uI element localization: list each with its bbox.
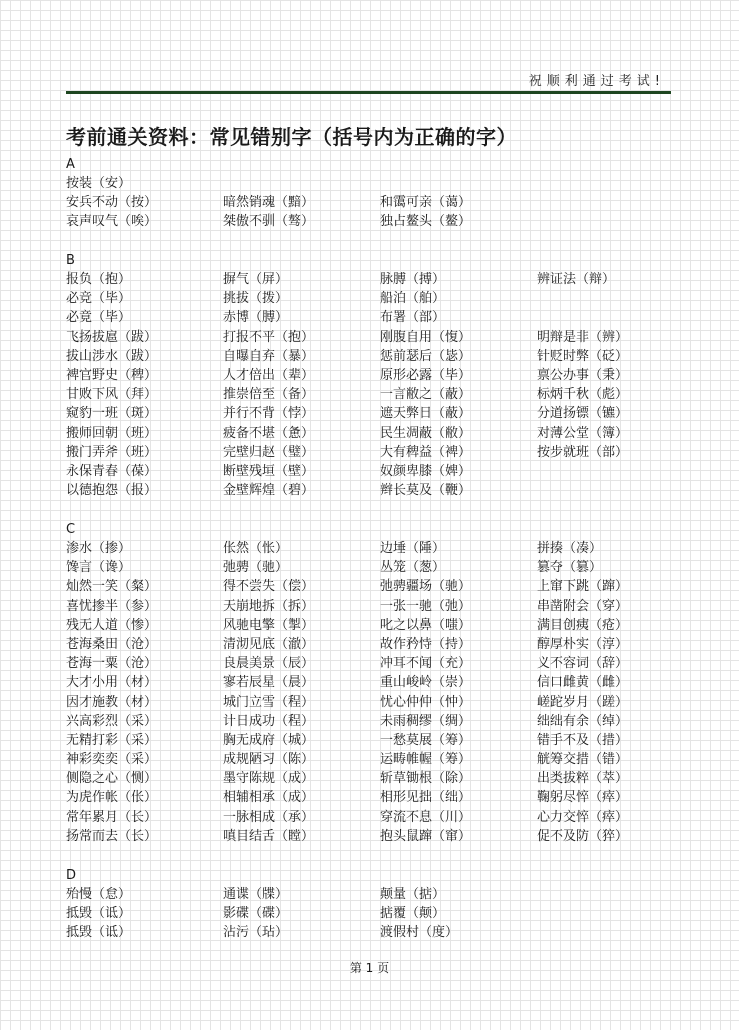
page-number: 第 1 页 bbox=[349, 961, 390, 975]
entry: 抱头鼠蹿（窜） bbox=[380, 828, 472, 844]
entry: 良晨美景（辰） bbox=[223, 656, 315, 672]
entry: 人才倍出（辈） bbox=[223, 367, 315, 383]
entry: 弛骋（驰） bbox=[223, 560, 289, 576]
entry: 鞠躬尽悴（瘁） bbox=[537, 790, 629, 806]
entry: 丛笼（葱） bbox=[380, 560, 446, 576]
entry-row bbox=[66, 885, 676, 904]
entry: 寥若辰星（晨） bbox=[223, 675, 315, 691]
entry: 民生凋蔽（敝） bbox=[380, 425, 472, 441]
entry: 心力交悴（瘁） bbox=[537, 809, 629, 825]
entry: 灿然一笑（粲） bbox=[66, 579, 158, 595]
section-letter: D bbox=[66, 868, 77, 883]
entry: 信口雌黄（雌） bbox=[537, 675, 629, 691]
entry: 挑拔（拨） bbox=[223, 291, 289, 307]
entry: 渡假村（度） bbox=[380, 925, 459, 941]
entry-row bbox=[66, 270, 676, 289]
entry-row bbox=[66, 462, 676, 481]
entry: 斩草锄根（除） bbox=[380, 771, 472, 787]
entry: 按装（安） bbox=[66, 176, 132, 191]
entry: 船泊（舶） bbox=[380, 291, 446, 307]
section-a bbox=[66, 155, 676, 232]
entry: 为虎作帐（伥） bbox=[66, 790, 158, 806]
entry-row bbox=[66, 212, 676, 231]
entry-row bbox=[66, 424, 676, 443]
entry: 断壁残垣（壁） bbox=[223, 463, 315, 479]
entry: 疲备不堪（惫） bbox=[223, 425, 315, 441]
entry: 错手不及（措） bbox=[537, 732, 629, 748]
entry: 未雨稠缪（绸） bbox=[380, 713, 472, 729]
entry: 暗然销魂（黯） bbox=[223, 195, 315, 211]
entry: 桀傲不驯（骜） bbox=[223, 214, 315, 230]
entry: 篡夺（篡） bbox=[537, 560, 603, 576]
entry: 按步就班（部） bbox=[537, 444, 629, 460]
entry: 串凿附会（穿） bbox=[537, 598, 629, 614]
entry-row bbox=[66, 769, 676, 788]
entry: 上窜下跳（蹿） bbox=[537, 579, 629, 595]
entry-row bbox=[66, 577, 676, 596]
entry-row bbox=[66, 539, 676, 558]
entry: 清沏见底（澈） bbox=[223, 636, 315, 652]
entry-row bbox=[66, 597, 676, 616]
entry: 自曝自弃（暴） bbox=[223, 348, 315, 364]
entry: 满目创痍（疮） bbox=[537, 617, 629, 633]
entry: 针贬时弊（砭） bbox=[537, 348, 629, 364]
entry: 报负（抱） bbox=[66, 272, 132, 287]
entry: 渗水（掺） bbox=[66, 541, 132, 556]
entry-row bbox=[66, 616, 676, 635]
entry: 沾污（玷） bbox=[223, 925, 289, 941]
entry: 分道扬镖（镳） bbox=[537, 406, 629, 422]
entry: 计日成功（程） bbox=[223, 713, 315, 729]
entry: 赤博（膊） bbox=[223, 310, 289, 326]
entry: 搬师回朝（班） bbox=[66, 425, 158, 441]
entry: 脉膊（搏） bbox=[380, 272, 446, 287]
entry: 一言敝之（蔽） bbox=[380, 387, 472, 403]
section-letter: C bbox=[66, 522, 76, 537]
entry: 以德抱怨（报） bbox=[66, 483, 158, 499]
entry: 忧心仲仲（忡） bbox=[380, 694, 472, 710]
entry: 安兵不动（按） bbox=[66, 195, 158, 211]
entry: 惩前瑟后（毖） bbox=[380, 348, 472, 364]
entry-row bbox=[66, 558, 676, 577]
entry-row bbox=[66, 481, 676, 500]
header-rule bbox=[66, 91, 671, 94]
entry: 完壁归赵（璧） bbox=[223, 444, 315, 460]
entry-row bbox=[66, 750, 676, 769]
entry: 必竟（毕） bbox=[66, 310, 132, 326]
entry: 拔山涉水（跋） bbox=[66, 348, 158, 364]
entry: 并行不背（悖） bbox=[223, 406, 315, 422]
entry: 出类拔粹（萃） bbox=[537, 771, 629, 787]
entry: 相辅相承（成） bbox=[223, 790, 315, 806]
entry: 嵯跎岁月（蹉） bbox=[537, 694, 629, 710]
entry: 辨证法（辩） bbox=[537, 272, 616, 287]
entry: 哀声叹气（唉） bbox=[66, 214, 158, 230]
entry: 故作矜恃（持） bbox=[380, 636, 472, 652]
entry: 窥豹一班（斑） bbox=[66, 406, 158, 422]
entry-row bbox=[66, 673, 676, 692]
entry: 促不及防（猝） bbox=[537, 828, 629, 844]
entry: 苍海一粟（沧） bbox=[66, 656, 158, 672]
entry: 大才小用（材） bbox=[66, 675, 158, 691]
entry: 奴颜卑膝（婢） bbox=[380, 463, 472, 479]
entry: 叱之以鼻（嗤） bbox=[380, 617, 472, 633]
entry: 原形必露（毕） bbox=[380, 367, 472, 383]
entry: 常年累月（长） bbox=[66, 809, 158, 825]
entry: 打报不平（抱） bbox=[223, 329, 315, 345]
entry-row bbox=[66, 923, 676, 942]
entry: 相形见拙（绌） bbox=[380, 790, 472, 806]
entry: 墨守陈规（成） bbox=[223, 771, 315, 787]
entry: 拼揍（凑） bbox=[537, 541, 603, 556]
entry: 金壁辉煌（碧） bbox=[223, 483, 315, 499]
entry: 绌绌有余（绰） bbox=[537, 713, 629, 729]
entry: 冲耳不闻（充） bbox=[380, 656, 472, 672]
entry-row bbox=[66, 904, 676, 923]
entry: 弛骋疆场（驰） bbox=[380, 579, 472, 595]
section-letter: A bbox=[66, 157, 75, 172]
entry: 抵毁（诋） bbox=[66, 925, 132, 941]
entry-row bbox=[66, 366, 676, 385]
entry: 无精打彩（采） bbox=[66, 732, 158, 748]
entry: 甘败下风（拜） bbox=[66, 387, 158, 403]
entry: 影碟（碟） bbox=[223, 906, 289, 922]
entry: 必竞（毕） bbox=[66, 291, 132, 307]
entry: 遮天弊日（蔽） bbox=[380, 406, 472, 422]
entry: 颠量（掂） bbox=[380, 887, 446, 902]
entry-row bbox=[66, 308, 676, 327]
entry-row bbox=[66, 635, 676, 654]
entry: 喜忧掺半（参） bbox=[66, 598, 158, 614]
entry: 醇厚朴实（淳） bbox=[537, 636, 629, 652]
entry: 义不容词（辞） bbox=[537, 656, 629, 672]
entry-row bbox=[66, 328, 676, 347]
entry: 重山峻岭（崇） bbox=[380, 675, 472, 691]
entry: 兴高彩烈（采） bbox=[66, 713, 158, 729]
entry: 天崩地拆（拆） bbox=[223, 598, 315, 614]
entry: 明辩是非（辨） bbox=[537, 329, 629, 345]
entry: 嗔目结舌（瞠） bbox=[223, 828, 315, 844]
entry-row bbox=[66, 731, 676, 750]
section-b bbox=[66, 251, 676, 500]
entry-row bbox=[66, 808, 676, 827]
entry: 残无人道（惨） bbox=[66, 617, 158, 633]
section-c bbox=[66, 520, 676, 846]
section-letter: B bbox=[66, 253, 75, 268]
entry-row bbox=[66, 289, 676, 308]
entry: 殆慢（怠） bbox=[66, 887, 132, 902]
entry: 胸无成府（城） bbox=[223, 732, 315, 748]
entry: 抵毁（诋） bbox=[66, 906, 132, 922]
entry-row bbox=[66, 347, 676, 366]
entry: 裨官野史（稗） bbox=[66, 367, 158, 383]
entry: 一脉相成（承） bbox=[223, 809, 315, 825]
entry: 搬门弄斧（班） bbox=[66, 444, 158, 460]
entry: 穿流不息（川） bbox=[380, 809, 472, 825]
entry: 辫长莫及（鞭） bbox=[380, 483, 472, 499]
entry: 刚腹自用（愎） bbox=[380, 329, 472, 345]
entry: 苍海桑田（沧） bbox=[66, 636, 158, 652]
entry-row bbox=[66, 385, 676, 404]
entry: 觥筹交措（错） bbox=[537, 752, 629, 768]
entry: 得不尝失（偿） bbox=[223, 579, 315, 595]
entry-row bbox=[66, 404, 676, 423]
entry: 城门立雪（程） bbox=[223, 694, 315, 710]
entry: 飞扬拔扈（跋） bbox=[66, 329, 158, 345]
entry: 通谍（牒） bbox=[223, 887, 289, 902]
entry-row bbox=[66, 693, 676, 712]
entry-row bbox=[66, 788, 676, 807]
entry: 和霭可亲（蔼） bbox=[380, 195, 472, 211]
entry: 风驰电擎（掣） bbox=[223, 617, 315, 633]
entry: 独占鳌头（鳌） bbox=[380, 214, 472, 230]
document-title: 考前通关资料：常见错别字（括号内为正确的字） bbox=[66, 125, 517, 149]
entry: 神彩奕奕（采） bbox=[66, 752, 158, 768]
entry: 掂覆（颠） bbox=[380, 906, 446, 922]
entry: 大有稗益（裨） bbox=[380, 444, 472, 460]
entry: 布署（部） bbox=[380, 310, 446, 326]
entry-row bbox=[66, 654, 676, 673]
entry: 标炳千秋（彪） bbox=[537, 387, 629, 403]
entry-row bbox=[66, 193, 676, 212]
entry: 因才施教（材） bbox=[66, 694, 158, 710]
entry: 边埵（陲） bbox=[380, 541, 446, 556]
entry: 侧隐之心（恻） bbox=[66, 771, 158, 787]
entry: 一张一驰（弛） bbox=[380, 598, 472, 614]
entry-row bbox=[66, 712, 676, 731]
entry-row bbox=[66, 443, 676, 462]
entry: 禀公办事（秉） bbox=[537, 367, 629, 383]
entry-row bbox=[66, 174, 676, 193]
entry-row bbox=[66, 827, 676, 846]
entry: 馋言（谗） bbox=[66, 560, 132, 576]
entry: 伥然（怅） bbox=[223, 541, 289, 556]
entry: 摒气（屏） bbox=[223, 272, 289, 287]
entry: 运畴帷幄（筹） bbox=[380, 752, 472, 768]
entry: 一愁莫展（筹） bbox=[380, 732, 472, 748]
section-d bbox=[66, 866, 676, 943]
entry: 对薄公堂（簿） bbox=[537, 425, 629, 441]
entry: 扬常而去（长） bbox=[66, 828, 158, 844]
entry: 推崇倍至（备） bbox=[223, 387, 315, 403]
header-motto: 祝顺利通过考试! bbox=[528, 74, 665, 89]
entry: 成规陋习（陈） bbox=[223, 752, 315, 768]
entry: 永保青春（葆） bbox=[66, 463, 158, 479]
